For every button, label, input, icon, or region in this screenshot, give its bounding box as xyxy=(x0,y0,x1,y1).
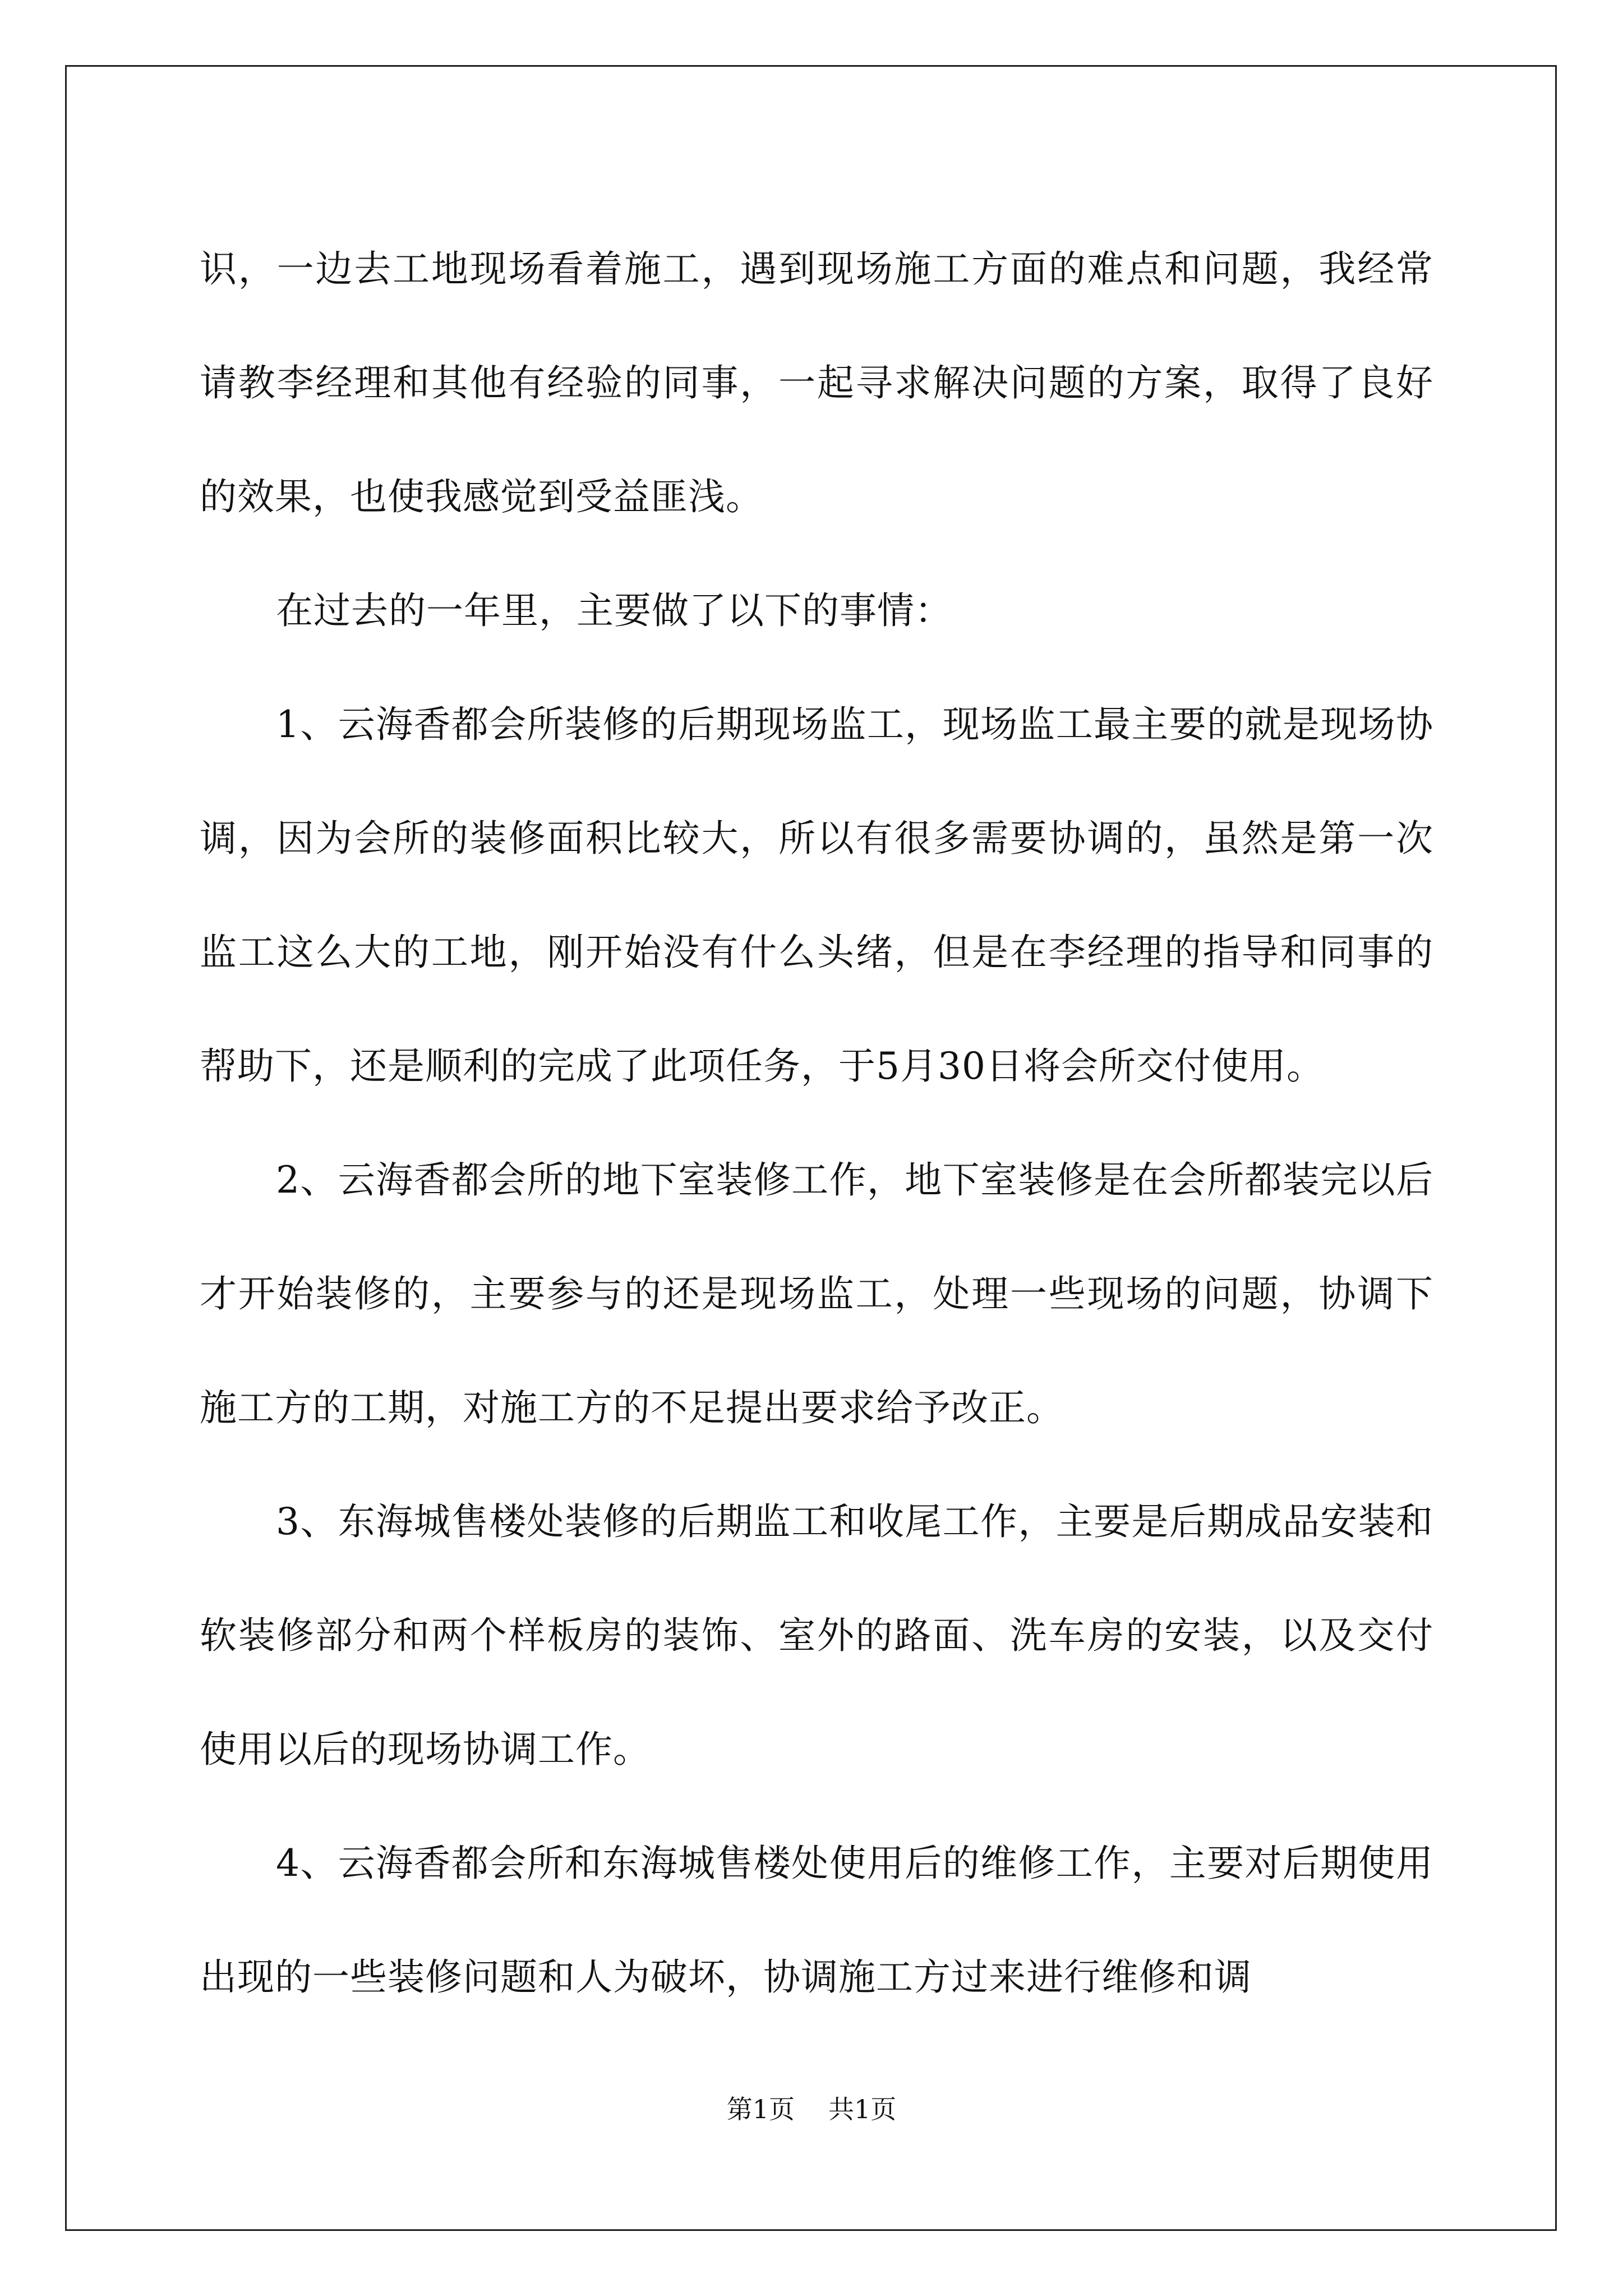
page-number: 第1页 xyxy=(726,2094,795,2124)
page-total: 共1页 xyxy=(828,2094,897,2124)
paragraph-5: 3、东海城售楼处装修的后期监工和收尾工作，主要是后期成品安装和软装修部分和两个样板房的装饰、室外的路面、洗车房的安装，以及交付使用以后的现场协调工作。 xyxy=(200,1500,1433,1771)
paragraph-2: 在过去的一年里，主要做了以下的事情： xyxy=(276,589,952,632)
paragraph-3: 1、云海香都会所装修的后期现场监工，现场监工最主要的就是现场协调，因为会所的装修面积比较大，所以有很多需要协调的，虽然是第一次监工这么大的工地，刚开始没有什么头绪，但是在李经理的指导和同事的帮助下，还是顺利的完成了此项任务，于5月30日将会所交付使用。 xyxy=(200,703,1433,1088)
paragraph-6: 4、云海香都会所和东海城售楼处使用后的维修工作，主要对后期使用出现的一些装修问题和人为破坏，协调施工方过来进行维修和调 xyxy=(200,1842,1433,1999)
paragraph-4: 2、云海香都会所的地下室装修工作，地下室装修是在会所都装完以后才开始装修的，主要参与的还是现场监工，处理一些现场的问题，协调下施工方的工期，对施工方的不足提出要求给予改正。 xyxy=(200,1158,1433,1429)
paragraph-1: 识，一边去工地现场看着施工，遇到现场施工方面的难点和问题，我经常请教李经理和其他有经验的同事，一起寻求解决问题的方案，取得了良好的效果，也使我感觉到受益匪浅。 xyxy=(200,247,1433,518)
page-footer xyxy=(0,2092,1623,2126)
document-body xyxy=(200,212,1433,2034)
